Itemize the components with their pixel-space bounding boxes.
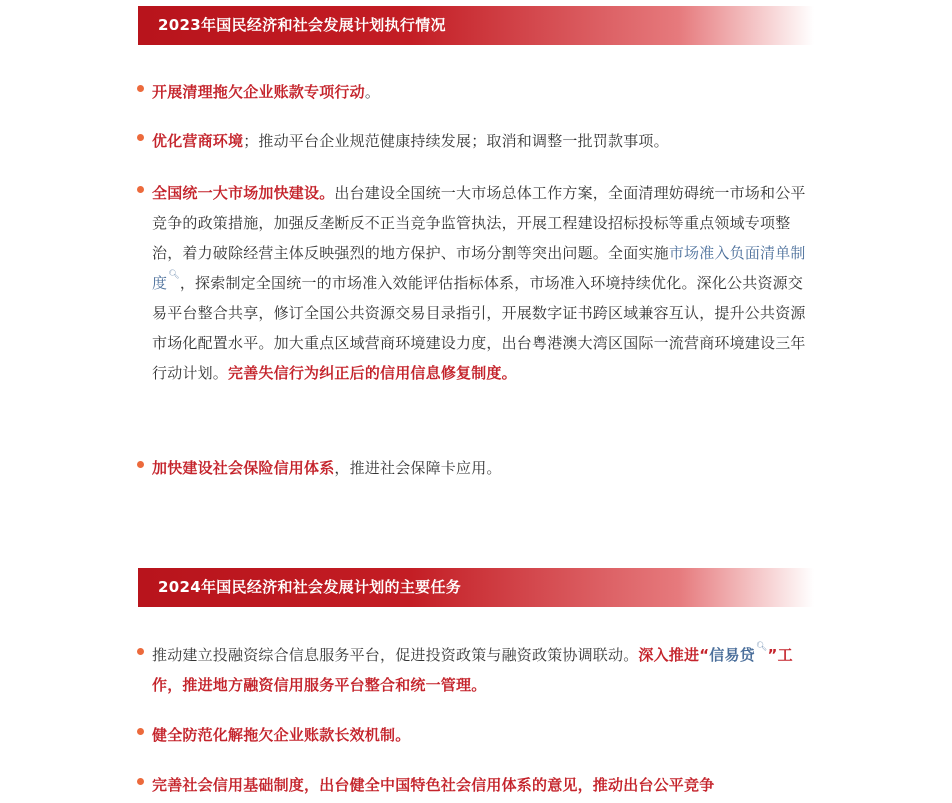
- item-highlight: 完善社会信用基础制度，出台健全中国特色社会信用体系的意见，推动出台公平竞争: [152, 776, 715, 794]
- search-icon[interactable]: 🔍︎: [755, 642, 768, 652]
- search-icon[interactable]: 🔍︎: [168, 270, 180, 280]
- bullet-icon: [137, 134, 144, 141]
- item-text: 推动建立投融资综合信息服务平台，促进投资政策与融资政策协调联动。: [152, 646, 639, 664]
- item-text: ，探索制定全国统一的市场准入效能评估指标体系，市场准入环境持续优化。深化公共资源交易平台整合共享，修订全国公共资源交易目录指引，开展数字证书跨区域兼容互认，提升公共资源市场化配置水平。加大重点区域营商环境建设力度，出台粤港澳大湾区国际一流营商环境建设三年行动计划。: [152, 274, 806, 382]
- list-item: [152, 770, 812, 800]
- section-title: 2024年国民经济和社会发展计划的主要任务: [158, 578, 462, 596]
- section-header-2023: [138, 6, 814, 45]
- item-text: ；推动平台企业规范健康持续发展；取消和调整一批罚款事项。: [243, 132, 669, 150]
- xinyidai-link[interactable]: 信易贷: [709, 646, 755, 664]
- list-item: [152, 178, 812, 388]
- bullet-icon: [137, 728, 144, 735]
- list-item: [152, 453, 812, 483]
- bullet-icon: [137, 778, 144, 785]
- item-highlight: 深入推进“: [638, 646, 710, 664]
- item-highlight: 开展清理拖欠企业账款专项行动: [152, 83, 365, 101]
- bullet-icon: [137, 648, 144, 655]
- bullet-icon: [137, 85, 144, 92]
- bullet-icon: [137, 186, 144, 193]
- market-access-negative-list-link[interactable]: 市场准入负面清单制度: [152, 244, 806, 292]
- section-header-2024: [138, 568, 814, 607]
- list-item: [152, 720, 812, 750]
- section-title: 2023年国民经济和社会发展计划执行情况: [158, 16, 446, 34]
- item-highlight: ”工作，推进地方融资信用服务平台整合和统一管理。: [152, 646, 793, 694]
- list-item: [152, 77, 812, 107]
- item-highlight: 全国统一大市场加快建设。: [152, 184, 335, 202]
- item-text: 。: [364, 83, 381, 101]
- list-item: [152, 640, 812, 700]
- item-text: 出台建设全国统一大市场总体工作方案，全面清理妨碍统一市场和公平竞争的政策措施，加强反垄断反不正当竞争监管执法，开展工程建设招标投标等重点领域专项整治，着力破除经营主体反映强烈的地方保护、市场分割等突出问题。全面实施: [152, 184, 806, 262]
- list-item: [152, 126, 812, 156]
- item-highlight: 完善失信行为纠正后的信用信息修复制度。: [228, 364, 517, 382]
- item-highlight: 健全防范化解拖欠企业账款长效机制。: [152, 726, 411, 744]
- bullet-icon: [137, 461, 144, 468]
- item-highlight: 优化营商环境: [152, 132, 244, 150]
- item-highlight: 加快建设社会保险信用体系: [152, 459, 335, 477]
- item-text: ，推进社会保障卡应用。: [334, 459, 502, 477]
